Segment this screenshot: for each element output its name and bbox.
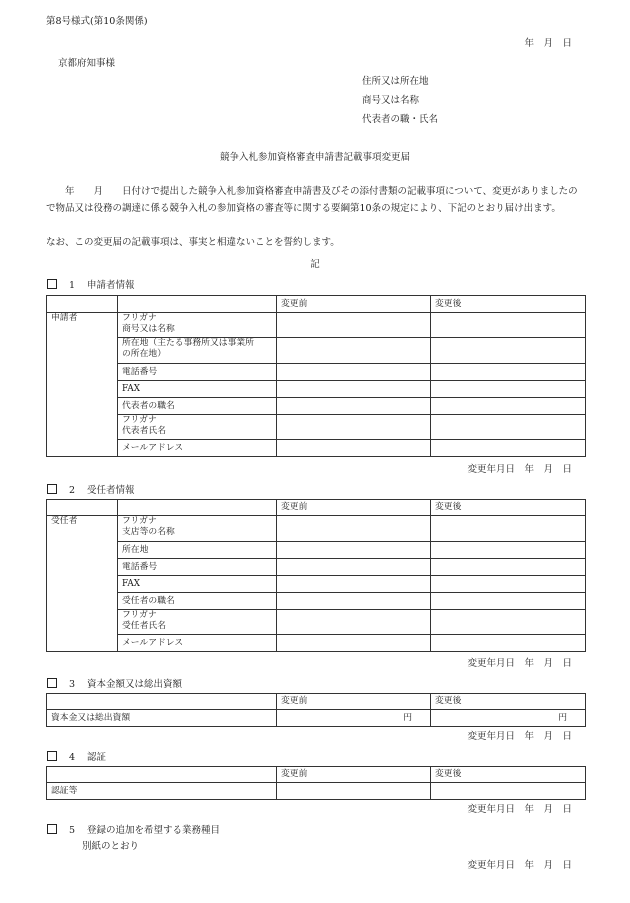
after-cell[interactable] bbox=[431, 610, 586, 635]
col-before-header: 変更前 bbox=[277, 500, 431, 516]
certification-row-label: 認証等 bbox=[47, 783, 277, 800]
form-number: 第8号様式(第10条関係) bbox=[46, 16, 148, 27]
table-row-label: メールアドレス bbox=[118, 635, 277, 652]
before-cell[interactable] bbox=[277, 559, 431, 576]
change-date-2: 変更年月日 年 月 日 bbox=[467, 658, 572, 669]
before-cell[interactable] bbox=[277, 783, 431, 800]
section-1-heading bbox=[47, 279, 135, 291]
table-row-label: 所在地（主たる事務所又は事業所 の所在地） bbox=[118, 338, 277, 364]
after-cell[interactable] bbox=[431, 783, 586, 800]
after-cell[interactable] bbox=[431, 440, 586, 457]
before-cell[interactable] bbox=[277, 398, 431, 415]
table-row-label: フリガナ 支店等の名称 bbox=[118, 516, 277, 542]
table-row-label: FAX bbox=[118, 576, 277, 593]
section-4-checkbox[interactable] bbox=[47, 751, 57, 761]
before-cell[interactable] bbox=[277, 338, 431, 364]
section-1-number: 1 bbox=[69, 280, 76, 291]
table-row-label: 代表者の職名 bbox=[118, 398, 277, 415]
before-cell[interactable] bbox=[277, 593, 431, 610]
table-row-label: FAX bbox=[118, 381, 277, 398]
section-2-checkbox[interactable] bbox=[47, 484, 57, 494]
col-after-header: 変更後 bbox=[431, 500, 586, 516]
section-1-checkbox[interactable] bbox=[47, 279, 57, 289]
before-cell[interactable] bbox=[277, 516, 431, 542]
table-row-label: フリガナ 商号又は名称 bbox=[118, 313, 277, 338]
table-row-label: 所在地 bbox=[118, 542, 277, 559]
section-4-heading bbox=[47, 751, 106, 763]
after-cell[interactable] bbox=[431, 364, 586, 381]
before-cell[interactable] bbox=[277, 440, 431, 457]
section-5-number: 5 bbox=[69, 825, 76, 836]
table-row-label: 電話番号 bbox=[118, 364, 277, 381]
main-paragraph: 年 月 日付けで提出した競争入札参加資格審査申請書及びその添付書類の記載事項について、変更がありましたので物品又は役務の調達に係る競争入札の参加資格の審査等に関する要綱第10条の規定により、下記のとおり届け出ます。 bbox=[46, 186, 578, 214]
table-row-label: メールアドレス bbox=[118, 440, 277, 457]
addressee: 京都府知事様 bbox=[58, 58, 116, 69]
after-cell[interactable] bbox=[431, 593, 586, 610]
before-cell[interactable] bbox=[277, 542, 431, 559]
after-cell[interactable] bbox=[431, 398, 586, 415]
document-title: 競争入札参加資格審査申請書記載事項変更届 bbox=[219, 152, 410, 163]
section-5-title: 登録の追加を希望する業務種目 bbox=[87, 825, 221, 836]
capital-before-cell[interactable]: 円 bbox=[277, 710, 431, 727]
col-before-header: 変更前 bbox=[277, 694, 431, 710]
section-5-note: 別紙のとおり bbox=[82, 841, 140, 852]
table-row-label: フリガナ 受任者氏名 bbox=[118, 610, 277, 635]
section-4-title: 認証 bbox=[87, 752, 107, 763]
after-cell[interactable] bbox=[431, 415, 586, 440]
section-3-title: 資本金額又は総出資額 bbox=[87, 679, 183, 690]
col-after-header: 変更後 bbox=[431, 767, 586, 783]
table-row-label: 受任者の職名 bbox=[118, 593, 277, 610]
section-5-heading bbox=[47, 824, 220, 836]
capital-after-cell[interactable]: 円 bbox=[431, 710, 586, 727]
pledge-paragraph: なお、この変更届の記載事項は、事実と相違ないことを誓約します。 bbox=[46, 237, 340, 248]
applicant-group-label: 申請者 bbox=[47, 313, 118, 457]
table-row-label: フリガナ 代表者氏名 bbox=[118, 415, 277, 440]
before-cell[interactable] bbox=[277, 415, 431, 440]
section-5-checkbox[interactable] bbox=[47, 824, 57, 834]
after-cell[interactable] bbox=[431, 516, 586, 542]
section-2-title: 受任者情報 bbox=[87, 485, 135, 496]
change-date-4: 変更年月日 年 月 日 bbox=[467, 804, 572, 815]
section-2-number: 2 bbox=[69, 485, 76, 496]
ki-heading: 記 bbox=[310, 259, 320, 270]
section-1-title: 申請者情報 bbox=[87, 280, 135, 291]
agent-group-label: 受任者 bbox=[47, 516, 118, 652]
before-cell[interactable] bbox=[277, 381, 431, 398]
before-cell[interactable] bbox=[277, 635, 431, 652]
section-3-heading bbox=[47, 678, 182, 690]
before-cell[interactable] bbox=[277, 364, 431, 381]
table-row-label: 電話番号 bbox=[118, 559, 277, 576]
after-cell[interactable] bbox=[431, 635, 586, 652]
agent-table bbox=[46, 499, 586, 652]
section-3-checkbox[interactable] bbox=[47, 678, 57, 688]
representative-label: 代表者の職・氏名 bbox=[362, 114, 439, 125]
section-3-number: 3 bbox=[69, 679, 76, 690]
before-cell[interactable] bbox=[277, 610, 431, 635]
section-2-heading bbox=[47, 484, 135, 496]
before-cell[interactable] bbox=[277, 576, 431, 593]
after-cell[interactable] bbox=[431, 338, 586, 364]
certification-table bbox=[46, 766, 586, 800]
col-after-header: 変更後 bbox=[431, 296, 586, 313]
change-date-5: 変更年月日 年 月 日 bbox=[467, 860, 572, 871]
section-4-number: 4 bbox=[69, 752, 76, 763]
applicant-table bbox=[46, 295, 586, 457]
col-before-header: 変更前 bbox=[277, 767, 431, 783]
after-cell[interactable] bbox=[431, 313, 586, 338]
after-cell[interactable] bbox=[431, 559, 586, 576]
capital-table bbox=[46, 693, 586, 727]
after-cell[interactable] bbox=[431, 576, 586, 593]
after-cell[interactable] bbox=[431, 381, 586, 398]
change-date-1: 変更年月日 年 月 日 bbox=[467, 464, 572, 475]
col-before-header: 変更前 bbox=[277, 296, 431, 313]
capital-row-label: 資本金又は総出資額 bbox=[47, 710, 277, 727]
col-after-header: 変更後 bbox=[431, 694, 586, 710]
address-label: 住所又は所在地 bbox=[362, 76, 429, 87]
before-cell[interactable] bbox=[277, 313, 431, 338]
submission-date: 年 月 日 bbox=[524, 38, 572, 49]
after-cell[interactable] bbox=[431, 542, 586, 559]
change-date-3: 変更年月日 年 月 日 bbox=[467, 731, 572, 742]
company-name-label: 商号又は名称 bbox=[362, 95, 420, 106]
